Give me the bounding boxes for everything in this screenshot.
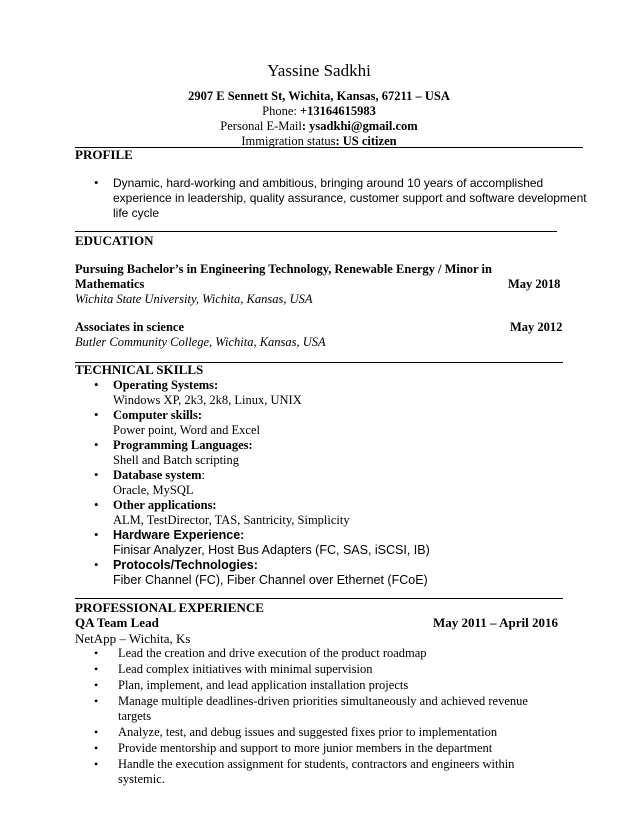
skill-bullet: •	[94, 377, 99, 392]
profile-line-1: Dynamic, hard-working and ambitious, bringing around 10 years of accomplished	[113, 176, 544, 190]
skill-bullet: •	[94, 557, 99, 572]
phone-line	[0, 104, 638, 119]
degree-title-line2: Mathematics	[75, 277, 145, 291]
skill-label-database-line	[113, 468, 205, 483]
experience-bullet-7: • Handle the execution assignment for students, contractors and engineers within systemic.	[94, 757, 564, 787]
immigration-status: : US citizen	[335, 134, 397, 148]
skill-value-computer: Power point, Word and Excel	[113, 423, 260, 437]
skills-divider	[75, 598, 563, 599]
skill-label-other: Other applications:	[113, 498, 217, 512]
candidate-name: Yassine Sadkhi	[267, 61, 371, 80]
experience-bullet-4: • Manage multiple deadlines-driven priorities simultaneously and achieved revenue targets	[94, 694, 564, 724]
associates-school: Butler Community College, Wichita, Kansas, USA	[75, 335, 326, 349]
skill-value-database: Oracle, MySQL	[113, 483, 194, 497]
experience-bullet-6: • Provide mentorship and support to more junior members in the department	[94, 741, 564, 756]
degree-school: Wichita State University, Wichita, Kansas, USA	[75, 292, 313, 306]
education-heading: EDUCATION	[75, 233, 154, 248]
header-divider	[75, 147, 583, 148]
skill-bullet: •	[94, 527, 99, 542]
experience-bullet-3: • Plan, implement, and lead application installation projects	[94, 678, 564, 693]
skill-bullet: •	[94, 467, 99, 482]
skill-label-computer: Computer skills:	[113, 408, 203, 422]
associates-title: Associates in science	[75, 320, 185, 334]
experience-bullet-5: • Analyze, test, and debug issues and suggested fixes prior to implementation	[94, 725, 564, 740]
company: NetApp – Wichita, Ks	[75, 631, 191, 646]
profile-line-3: life cycle	[113, 206, 160, 220]
profile-line-2: experience in leadership, quality assurance, customer support and software development	[113, 191, 587, 205]
skill-bullet: •	[94, 437, 99, 452]
skill-value-programming: Shell and Batch scripting	[113, 453, 240, 467]
job-dates: May 2011 – April 2016	[433, 615, 558, 630]
skill-value-hardware: Finisar Analyzer, Host Bus Adapters (FC, SAS, iSCSI, IB)	[113, 543, 430, 557]
skill-bullet: •	[94, 407, 99, 422]
skill-label-database: Database system	[113, 468, 202, 482]
experience-heading: PROFESSIONAL EXPERIENCE	[75, 600, 264, 615]
job-title: QA Team Lead	[75, 615, 159, 630]
skills-heading: TECHNICAL SKILLS	[75, 362, 204, 377]
skill-bullet: •	[94, 497, 99, 512]
email-line	[0, 119, 638, 134]
profile-heading: PROFILE	[75, 147, 133, 162]
degree-date: May 2018	[508, 277, 561, 291]
skill-label-database-colon: :	[201, 468, 206, 482]
skill-label-hardware: Hardware Experience:	[113, 528, 245, 542]
email-label: Personal E-Mail	[220, 119, 302, 133]
associates-date: May 2012	[510, 320, 563, 334]
phone-number: +13164615983	[299, 104, 376, 118]
address: 2907 E Sennett St, Wichita, Kansas, 67211 – USA	[188, 89, 450, 103]
skill-value-protocols: Fiber Channel (FC), Fiber Channel over Ethernet (FCoE)	[113, 573, 428, 587]
experience-bullets	[94, 646, 564, 787]
phone-label: Phone:	[262, 104, 300, 118]
skill-label-protocols: Protocols/Technologies:	[113, 558, 258, 572]
skill-value-os: Windows XP, 2k3, 2k8, Linux, UNIX	[113, 393, 302, 407]
immigration-label: Immigration status	[241, 134, 336, 148]
skill-value-other: ALM, TestDirector, TAS, Santricity, Simplicity	[113, 513, 350, 527]
experience-bullet-2: • Lead complex initiatives with minimal supervision	[94, 662, 564, 677]
skill-label-programming: Programming Languages:	[113, 438, 253, 452]
profile-divider	[75, 231, 557, 232]
skill-label-os: Operating Systems:	[113, 378, 219, 392]
profile-bullet: •	[94, 175, 99, 190]
experience-bullet-1: • Lead the creation and drive execution of the product roadmap	[94, 646, 564, 661]
email-address: : ysadkhi@gmail.com	[301, 119, 418, 133]
degree-title-line1: Pursuing Bachelor’s in Engineering Technology, Renewable Energy / Minor in	[75, 262, 492, 276]
